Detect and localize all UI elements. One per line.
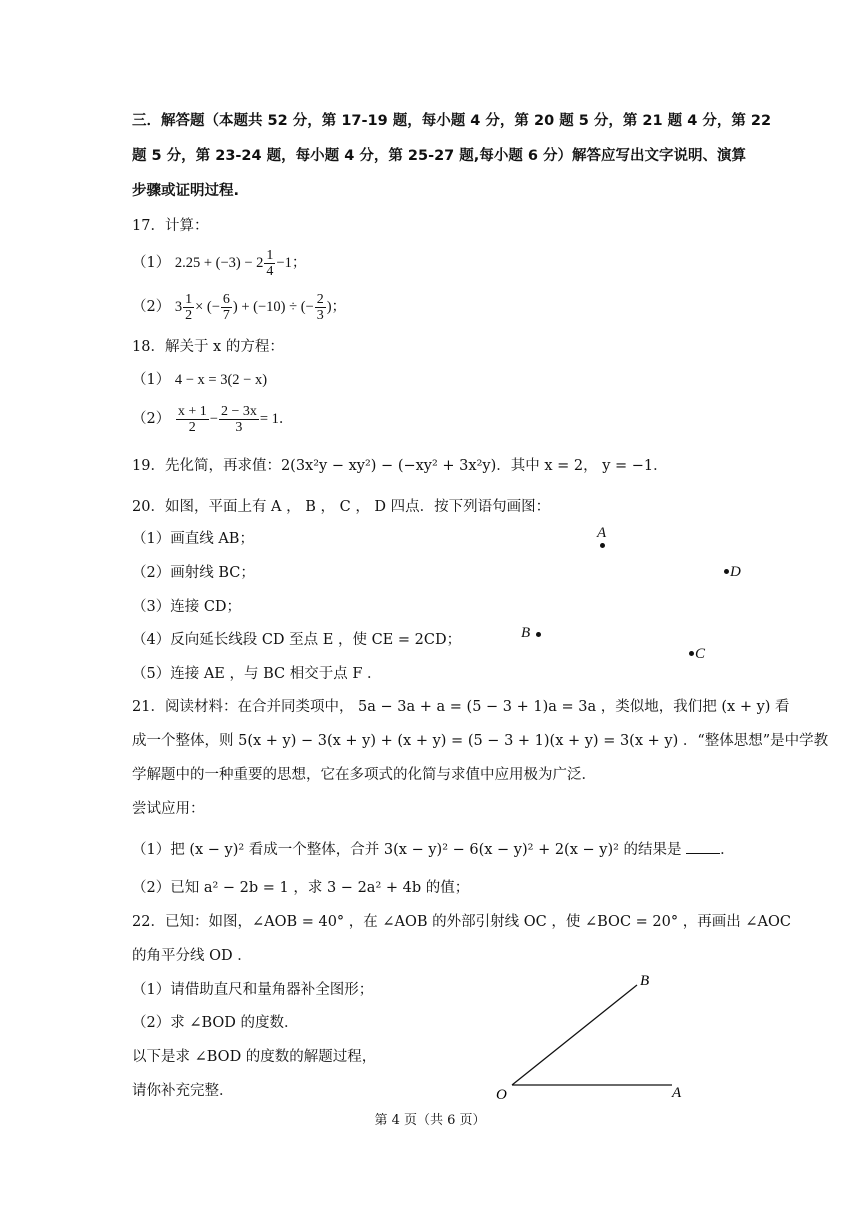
q20-point-c-label: C <box>695 646 706 662</box>
q17-p2-f2-num: 6 <box>222 291 230 307</box>
q17-p2-f1-num: 1 <box>185 291 193 307</box>
q21-try-heading: 尝试应用： <box>132 801 205 817</box>
q17-p2-c: ) + (−10) ÷ (− <box>232 299 314 315</box>
q17-p2-fraction-1 <box>183 292 194 323</box>
q17-p1-expr-a: 2.25 + (−3) − 2 <box>174 255 264 271</box>
q17-p1-label: （1） <box>132 255 171 271</box>
q18-p2-f1-den: 2 <box>188 419 196 435</box>
q22-point-a-label: A <box>672 1085 682 1101</box>
q22-part-1: （1）请借助直尺和量角器补全图形； <box>132 982 374 998</box>
q20-item-2: （2）画射线 BC； <box>132 565 255 581</box>
q20-point-a <box>600 543 605 548</box>
section-heading-line-2: 题 5 分，第 23-24 题，每小题 4 分，第 25-27 题,每小题 6 分）解答应写出文字说明、演算 <box>132 148 747 164</box>
q21-line-2: 成一个整体，则 5(x + y) − 3(x + y) + (x + y) = (5 − 3 + 1)(x + y) = 3(x + y) ．“整体思想”是中学教 <box>132 733 829 749</box>
q20-point-d <box>724 569 729 574</box>
q17-p2-f2-den: 7 <box>222 307 230 323</box>
q20-stem: 20．如图，平面上有 A ， B ， C ， D 四点．按下列语句画图： <box>132 499 551 515</box>
q17-p2-f3-den: 3 <box>316 307 324 323</box>
q22-point-b-label: B <box>640 973 650 989</box>
q18-p1-expr: 4 − x = 3(2 − x) <box>174 372 268 388</box>
q20-item-3: （3）连接 CD； <box>132 599 242 615</box>
q17-p2-b: × (− <box>195 299 220 315</box>
q21-part-2: （2）已知 a² − 2b = 1 ，求 3 − 2a² + 4b 的值； <box>132 880 470 896</box>
q18-p2-label: （2） <box>132 411 171 427</box>
q17-p2-f3-num: 2 <box>316 291 324 307</box>
q22-line-6: 请你补充完整． <box>132 1083 234 1099</box>
q21-part-1 <box>132 839 735 860</box>
q17-p2-label: （2） <box>132 299 171 315</box>
q18-p2-f2-den: 3 <box>235 419 243 435</box>
q20-item-4: （4）反向延长线段 CD 至点 E ，使 CE = 2CD； <box>132 632 462 648</box>
q20-point-c <box>689 651 694 656</box>
q20-point-b <box>536 632 541 637</box>
q22-point-o-label: O <box>496 1087 507 1103</box>
q18-part-1 <box>132 370 267 390</box>
q18-p2-minus: − <box>209 411 218 427</box>
q22-line-5: 以下是求 ∠BOD 的度数的解题过程， <box>132 1049 377 1065</box>
q17-p2-a: 3 <box>174 299 183 315</box>
q21-p1-text: （1）把 (x − y)² 看成一个整体，合并 3(x − y)² − 6(x − y)² + 2(x − y)² 的结果是 <box>132 842 682 858</box>
q17-p2-f1-den: 2 <box>185 307 193 323</box>
q21-p1-answer-blank <box>686 839 720 854</box>
q20-point-d-label: D <box>730 564 741 580</box>
q17-part-2 <box>132 290 346 324</box>
q17-p1-frac-den: 4 <box>266 263 274 279</box>
q18-p2-fraction-2 <box>219 404 259 435</box>
q18-p2-f2-num: 2 − 3x <box>220 403 257 419</box>
q20-point-a-label: A <box>597 525 607 541</box>
q21-line-1: 21．阅读材料：在合并同类项中， 5a − 3a + a = (5 − 3 + 1)a = 3a ，类似地，我们把 (x + y) 看 <box>132 699 790 715</box>
page-footer: 第 4 页（共 6 页） <box>374 1113 486 1128</box>
q17-stem: 17．计算： <box>132 218 209 234</box>
q17-p2-fraction-3 <box>315 292 326 323</box>
q17-p1-frac-num: 1 <box>266 247 274 263</box>
q17-part-1 <box>132 246 306 280</box>
q22-ray-ob <box>512 985 637 1085</box>
q19-text: 19．先化简，再求值：2(3x²y − xy²) − (−xy² + 3x²y)．其中 x = 2， y = −1． <box>132 458 668 474</box>
q17-p1-expr-b: −1； <box>276 255 307 271</box>
q18-p1-label: （1） <box>132 372 171 388</box>
q20-point-b-label: B <box>521 625 531 641</box>
q18-p2-end: = 1． <box>259 411 294 427</box>
q20-item-5: （5）连接 AE ，与 BC 相交于点 F ． <box>132 666 382 682</box>
q21-p1-end: ． <box>720 842 735 858</box>
q18-part-2 <box>132 400 293 438</box>
q22-part-2: （2）求 ∠BOD 的度数． <box>132 1015 299 1031</box>
q21-line-3: 学解题中的一种重要的思想，它在多项式的化简与求值中应用极为广泛． <box>132 767 596 783</box>
q18-stem: 18．解关于 x 的方程： <box>132 339 284 355</box>
q18-p2-f1-num: x + 1 <box>177 403 207 419</box>
q17-p2-fraction-2 <box>221 292 232 323</box>
q22-angle-figure <box>490 965 700 1105</box>
q22-line-2: 的角平分线 OD ． <box>132 948 252 964</box>
q17-p2-d: )； <box>326 299 347 315</box>
q22-line-1: 22．已知：如图，∠AOB = 40° ，在 ∠AOB 的外部引射线 OC ，使 ∠BOC = 20° ，再画出 ∠AOC <box>132 914 791 930</box>
q18-p2-fraction-1 <box>176 404 209 435</box>
q17-p1-fraction <box>264 248 275 279</box>
section-heading-line-1: 三．解答题（本题共 52 分，第 17-19 题，每小题 4 分，第 20 题 5 分，第 21 题 4 分，第 22 <box>132 113 772 129</box>
q20-item-1: （1）画直线 AB； <box>132 531 254 547</box>
section-heading-line-3: 步骤或证明过程. <box>132 183 240 199</box>
